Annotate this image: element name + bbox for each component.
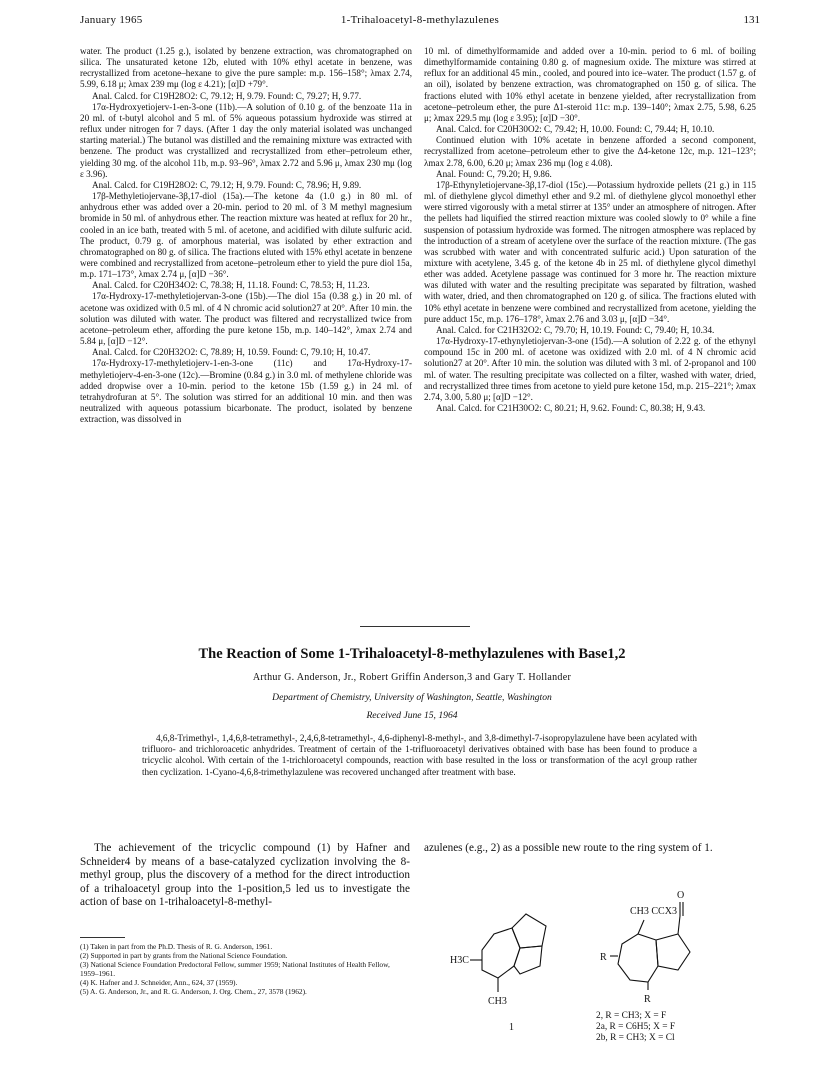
article-authors: Arthur G. Anderson, Jr., Robert Griffin Anderson,3 and Gary T. Hollander (252, 672, 572, 683)
five-membered-ring-right (514, 946, 542, 974)
paragraph: 17β-Ethynyletiojervane-3β,17-diol (15c).—Potassium hydroxide pellets (21 g.) in 115 ml. of diethylene glycol dimethyl ether and 9.2 ml. of diethylene glycol monoethyl ether were stirred vigorously with a metal stirrer at 135° under an atmosphere of nitrogen. After the pellets had liquified the stirred reaction mixture was cooled slowly to 0° while a fine suspension of potassium hydroxide was formed. The nitrogen atmosphere was replaced by the introduction of a stream of acetylene over the surface of the reaction mixture. (The gas was scrubbed with water and with concentrated sulfuric acid.) Upon saturation of the mixture with acetylene, 3.45 g. of the ketone 4b in 25 ml. of diethylene glycol dimethyl ether was added. Acetylene passage was continued for 3 more hr. The reaction mixture was diluted with water and the resulting precipitate was separated by filtration, washed with water, dried, and then chromatographed on 120 g. of silica. The fractions eluted with 10% ethyl acetate in benzene were combined and recrystallized from acetone, yielding the pure adduct 15c, m.p. 176–178°, λmax 2.76 and 3.03 μ, [α]D −34°. (424, 179, 756, 324)
paragraph: Anal. Calcd. for C19H28O2: C, 79.12; H, 9.79. Found: C, 78.96; H, 9.89. (92, 179, 362, 190)
caption-line: 2a, R = C6H5; X = F (596, 1022, 676, 1033)
methyl-label-left: H3C (450, 955, 469, 966)
footnote: (3) National Science Foundation Predoctoral Fellow, summer 1959; National Institutes of Health Fellow, 1959–1961. (80, 959, 390, 978)
page-number: 131 (743, 14, 760, 26)
paragraph: Anal. Calcd. for C21H30O2: C, 80.21; H, 9.62. Found: C, 80.38; H, 9.43. (436, 403, 706, 413)
structure-1-number: 1 (509, 1022, 514, 1033)
intro-paragraph-right: azulenes (e.g., 2) as a possible new route to the ring system of 1. (424, 842, 713, 854)
article-title: The Reaction of Some 1-Trihaloacetyl-8-methylazulenes with Base1,2 (198, 646, 626, 662)
affiliation: Department of Chemistry, University of Washington, Seattle, Washington (272, 692, 552, 703)
abstract: 4,6,8-Trimethyl-, 1,4,6,8-tetramethyl-, 2,4,6,8-tetramethyl-, 4,6-diphenyl-8-methyl-, and 3,8-dimethyl-7-isopropylazulene have been acylated with trifluoro- and trichloroacetic anhydrides. Treatment of certain of the 1-trifluoroacetyl derivatives obtained with base has been found to produce a tricyclic alcohol. With certain of the 1-trichloroacetyl compounds, reaction with base resulted in the loss or transformation of the acyl group rather then cyclization. 1-Cyano-4,6,8-trimethylazulene was recovered unchanged after treatment with base. (142, 733, 697, 777)
caption-line: 2, R = CH3; X = F (596, 1011, 667, 1021)
acyl-group-label: CH3 CCX3 (630, 906, 677, 917)
paragraph: 17α-Hydroxy-17-methyletiojerv-1-en-3-one (11c) and 17α-Hydroxy-17-methyletiojerv-4-en-3-one (12c).—Bromine (0.84 g.) in 3.0 ml. of methylene chloride was added dropwise over a 10-min. period to the ketone 15b (1.59 g.) in 24 ml. of tetrahydrofuran at 5°. The solution was stirred for an additional 10 min. and then was neutralized with aqueous potassium bicarbonate. The product, isolated by benzene extraction, was dissolved in (80, 358, 412, 425)
running-header (80, 14, 760, 32)
footnote: (5) A. G. Anderson, Jr., and R. G. Anderson, J. Org. Chem., 27, 3578 (1962). (80, 986, 307, 996)
intro-paragraph-left: The achievement of the tricyclic compound (1) by Hafner and Schneider4 by means of a base-catalyzed cyclization involving the 8-methyl group, plus the discovery of a method for the direct introduction of a trihaloacetyl group into the 1-position,5 led us to investigate the action of base on 1-trihaloacetyl-8-methyl- (80, 842, 410, 909)
footnote: (4) K. Hafner and J. Schneider, Ann., 624, 37 (1959). (80, 977, 238, 987)
paragraph: 10 ml. of dimethylformamide and added over a 10-min. period to 6 ml. of boiling dimethylformamide containing 0.80 g. of magnesium oxide. The mixture was stirred at reflux for an additional 45 min., cooled, and poured into ice–water. The product (1.57 g. of an oil), isolated by benzene extraction, was chromatographed on 150 g. of silica. The fractions eluted with 10% ethyl acetate in benzene yielded, after recrystallization from acetone–petroleum ether, the pure Δ1-steroid 11c: m.p. 139–140°; λmax 2.75, 5.98, 6.25 μ; λmax 229.5 mμ (log ε 3.95); [α]D −30°. (424, 46, 756, 123)
seven-membered-ring (618, 934, 658, 982)
right-column-experimental (424, 46, 756, 414)
seven-membered-ring (482, 928, 520, 978)
r-label-left: R (600, 952, 607, 963)
paragraph: Anal. Calcd. for C21H32O2: C, 79.70; H, 10.19. Found: C, 79.40; H, 10.34. (436, 324, 715, 335)
footnotes (80, 943, 410, 996)
paragraph: water. The product (1.25 g.), isolated by benzene extraction, was chromatographed on silica. The unsaturated ketone 12b, eluted with 10% ethyl acetate in benzene, was recrystallized from acetone–hexane to give the pure sample: m.p. 156–158°; λmax 2.74, 5.99, 6.18 μ; λmax 239 mμ (log ε 4.21); [α]D +79°. (80, 46, 412, 90)
header-running-title: 1-Trihaloacetyl-8-methylazulenes (340, 14, 500, 26)
paragraph: Anal. Calcd. for C20H32O2: C, 78.89; H, 10.59. Found: C, 79.10; H, 10.47. (92, 347, 371, 358)
caption-line: 2b, R = CH3; X = Cl (596, 1033, 675, 1044)
five-membered-ring (656, 934, 690, 970)
structure-2-diagram (600, 884, 720, 1006)
footnote-divider (80, 937, 125, 938)
paragraph: Anal. Found: C, 79.20; H, 9.86. (436, 168, 552, 179)
paragraph: Anal. Calcd. for C20H30O2: C, 79.42; H, 10.00. Found: C, 79.44; H, 10.10. (436, 124, 715, 135)
five-membered-ring-top (512, 914, 546, 948)
paragraph: Continued elution with 10% acetate in benzene afforded a second component, recrystallized from acetone–petroleum ether to give the Δ4-ketone 12c, m.p. 121–123°; λmax 2.78, 6.00, 6.20 μ; λmax 236 mμ (log ε 4.08). (424, 135, 756, 168)
section-divider (360, 626, 470, 627)
structure-2-caption (596, 1011, 675, 1045)
r-label-bottom: R (644, 994, 651, 1005)
footnote: (1) Taken in part from the Ph.D. Thesis of R. G. Anderson, 1961. (80, 942, 273, 951)
carbonyl-oxygen-label: O (677, 890, 685, 901)
methyl-label-bottom: CH3 (488, 996, 507, 1007)
structure-1-diagram (448, 908, 568, 1018)
paragraph: 17α-Hydroxyetiojerv-1-en-3-one (11b).—A solution of 0.10 g. of the benzoate 11a in 20 ml. of t-butyl alcohol and 5 ml. of 5% aqueous potassium hydroxide was stirred at reflux under nitrogen for 7 days. (After 1 day the only material isolated was unchanged starting material.) The butanol was distilled and the remaining mixture was extracted with benzene. The product was crystallized and recrystallized from ether–petroleum ether, yielding 30 mg. of the alcohol 11b, m.p. 93–96°, λmax 2.72 and 5.96 μ, λmax 230 mμ (log ε 3.96). (80, 101, 412, 179)
received-date: Received June 15, 1964 (366, 710, 458, 721)
left-column-experimental (80, 46, 412, 425)
header-date: January 1965 (80, 14, 143, 26)
paragraph: Anal. Calcd. for C20H34O2: C, 78.38; H, 11.18. Found: C, 78.53; H, 11.23. (92, 280, 370, 291)
paragraph: 17α-Hydroxy-17-ethynyletiojervan-3-one (15d).—A solution of 2.22 g. of the ethynyl compound 15c in 200 ml. of acetone was oxidized with 2.0 ml. of 4 N chromic acid solution27 at 20°. After 10 min. the solution was diluted with 3 ml. of 2-propanol and 100 ml. of water. The resulting precipitate was collected on a filter, washed with water, dried, and recrystallized three times from acetone to yield pure ketone 15d, m.p. 215–221°; λmax 2.74, 3.00, 5.80 μ; [α]D −12°. (424, 336, 756, 402)
paragraph: Anal. Calcd. for C19H28O2: C, 79.12; H, 9.79. Found: C, 79.27; H, 9.77. (92, 90, 362, 101)
paragraph: 17β-Methyletiojervane-3β,17-diol (15a).—The ketone 4a (1.0 g.) in 80 ml. of anhydrous ether was added over a 20-min. period to 20 ml. of 3 M methyl magnesium bromide in 50 ml. of anhydrous ether. The reaction mixture was heated at reflux for 20 hr., cooled in an ice bath, treated with 5 ml. of acetone, and acidified with dilute sulfuric acid. The product, 0.79 g. of amorphous material, was isolated by ether extraction and chromatographed on 80 g. of silica. The fractions eluted with 15% ethyl acetate in benzene were combined and recrystallized from acetone–petroleum ether to yield the pure diol 15a, m.p. 171–173°, λmax 2.74 μ, [α]D −36°. (80, 191, 412, 280)
paragraph: 17α-Hydroxy-17-methyletiojervan-3-one (15b).—The diol 15a (0.38 g.) in 20 ml. of acetone was oxidized with 0.5 ml. of 4 N chromic acid solution27 at 20°. After 10 min. the solution was diluted with water. The product was filtered and recrystallized twice from acetone–petroleum ether, affording the pure ketone 15b, m.p. 140–142°, λmax 2.74 and 5.84 μ, [α]D −12°. (80, 291, 412, 347)
footnote: (2) Supported in part by grants from the National Science Foundation. (80, 950, 288, 960)
